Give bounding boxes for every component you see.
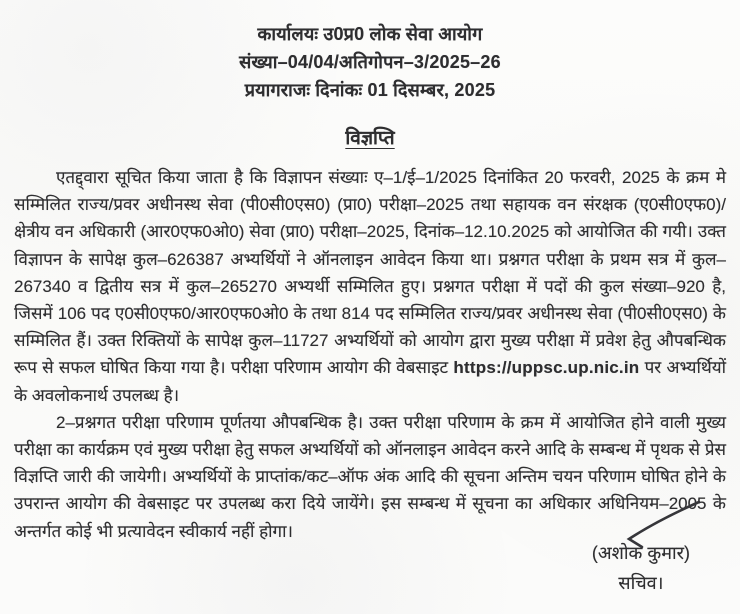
signatory-name: (अशोक कुमार) — [591, 543, 690, 563]
signature-block — [592, 498, 690, 598]
place-date-line: प्रयागराजः दिनांकः 01 दिसम्बर, 2025 — [244, 80, 496, 100]
signatory-designation: सचिव। — [618, 573, 664, 593]
paragraph-1-text-before-url: एतद्द्वारा सूचित किया जाता है कि विज्ञापन संख्याः ए–1/ई–1/2025 दिनांकित 20 फरवरी, 2025 के क्रम मे सम्मिलित राज्य/प्रवर अधीनस्थ सेवा (पी0सी0एस0) (प्रा0) परीक्षा–2025 तथा सहायक वन संरक्षक (ए0सी0एफ0)/क्षेत्रीय वन अधिकारी (आर0एफ0ओ0) सेवा (प्रा0) परीक्षा–2025, दिनांक–12.10.2025 को आयोजित की गयी। उक्त विज्ञापन के सापेक्ष कुल–626387 अभ्यर्थियों ने ऑनलाइन आवेदन किया था। प्रश्नगत परीक्षा के प्रथम सत्र में कुल–267340 व द्वितीय सत्र में कुल–265270 अभ्यर्थी सम्मिलित हुए। प्रश्नगत परीक्षा में पदों की कुल संख्या–920 है, जिसमें 106 पद ए0सी0एफ0/आर0एफ0ओ0 के तथा 814 पद सम्मिलित राज्य/प्रवर अधीनस्थ सेवा (पी0सी0एस0) के सम्मिलित हैं। उक्त रिक्तियों के सापेक्ष कुल–11727 अभ्यर्थियों को आयोग द्वारा मुख्य परीक्षा में प्रवेश हेतु औपबन्धिक रूप से सफल घोषित किया गया है। परीक्षा परिणाम आयोग की वेबसाइट — [14, 168, 726, 378]
document-header — [0, 0, 740, 104]
paragraph-2: 2–प्रश्नगत परीक्षा परिणाम पूर्णतया औपबन्धिक है। उक्त परीक्षा परिणाम के क्रम में आयोजित होने वाली मुख्य परीक्षा का कार्यक्रम एवं मुख्य परीक्षा हेतु सफल अभ्यर्थियों को ऑनलाइन आवेदन करने आदि के सम्बन्ध में पृथक से प्रेस विज्ञप्ति जारी की जायेगी। अभ्यर्थियों के प्राप्तांक/कट–ऑफ अंक आदि की सूचना अन्तिम चयन परिणाम घोषित होने के उपरान्त आयोग की वेबसाइट पर उपलब्ध करा दिये जायेंगे। इस सम्बन्ध में सूचना का अधिकार अधिनियम–2005 के अन्तर्गत कोई भी प्रत्यावेदन स्वीकार्य नहीं होगा। — [14, 412, 726, 541]
commission-website-url: https://uppsc.up.nic.in — [453, 358, 640, 378]
notice-title: विज्ञप्ति — [345, 128, 395, 149]
paragraph-1 — [14, 164, 726, 409]
handwritten-signature-stroke — [611, 498, 707, 550]
office-line: कार्यालयः उ0प्र0 लोक सेवा आयोग — [257, 24, 483, 44]
reference-number-line: संख्या–04/04/अतिगोपन–3/2025–26 — [239, 52, 501, 72]
notice-body — [0, 164, 740, 545]
paragraph-1-text-after-url: पर अभ्यर्थियों के अवलोकनार्थ उपलब्ध है। — [14, 358, 726, 405]
